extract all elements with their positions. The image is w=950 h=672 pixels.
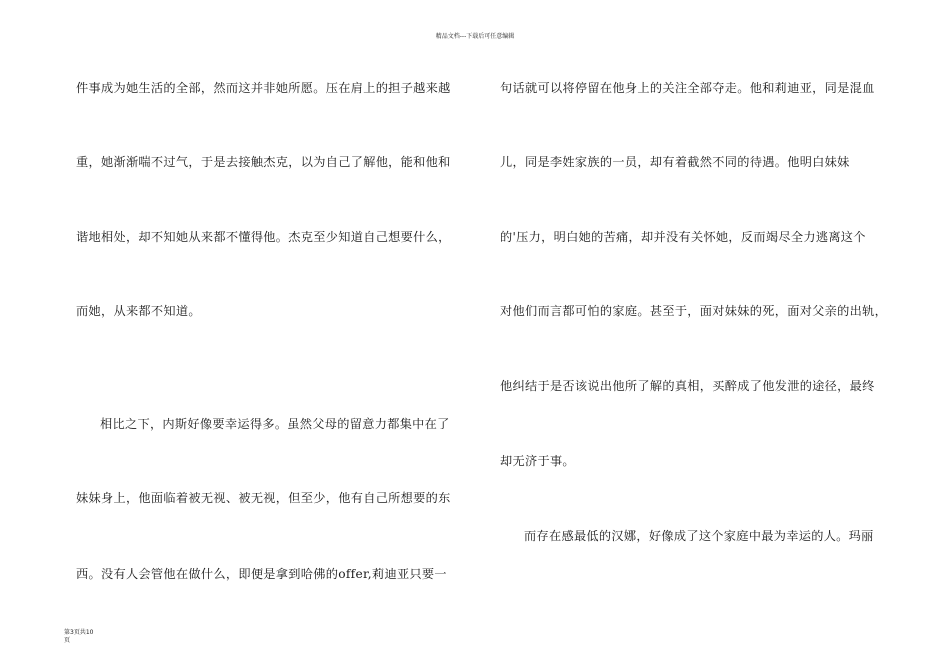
paragraph-start-line: 相比之下，内斯好像要幸运得多。虽然父母的留意力都集中在了 bbox=[100, 417, 450, 431]
page-number bbox=[64, 629, 93, 645]
paragraph-start-line: 而存在感最低的汉娜，好像成了这个家庭中最为幸运的人。玛丽 bbox=[524, 529, 874, 543]
text-line: 重，她渐渐喘不过气，于是去接触杰克，以为自己了解他，能和他和 bbox=[76, 155, 451, 169]
text-line: 而她，从来都不知道。 bbox=[76, 304, 201, 318]
text-line: 却无济于事。 bbox=[500, 454, 575, 468]
text-line: 他纠结于是否该说出他所了解的真相，买醉成了他发泄的途径，最终 bbox=[500, 379, 875, 393]
text-line: 谐地相处，却不知她从来都不懂得他。杰克至少知道自己想要什么， bbox=[76, 230, 451, 244]
text-line: 句话就可以将停留在他身上的关注全部夺走。他和莉迪亚，同是混血 bbox=[500, 81, 875, 95]
text-line: 西。没有人会管他在做什么，即便是拿到哈佛的offer,莉迪亚只要一 bbox=[76, 567, 447, 581]
text-line: 妹妹身上，他面临着被无视、被无视，但至少，他有自己所想要的东 bbox=[76, 491, 451, 505]
text-line: 儿，同是李姓家族的一员，却有着截然不同的待遇。他明白妹妹 bbox=[500, 155, 850, 169]
page-header: 精品文档---下载后可任意编辑 bbox=[435, 33, 515, 40]
page-number-line: 第3页共10 bbox=[64, 629, 94, 636]
text-line: 的'压力，明白她的苦痛，却并没有关怀她，反而竭尽全力逃离这个 bbox=[500, 230, 866, 244]
page-number-line: 页 bbox=[64, 637, 71, 644]
text-line: 对他们而言都可怕的家庭。甚至于，面对妹妹的死，面对父亲的出轨， bbox=[500, 304, 888, 318]
text-line: 件事成为她生活的全部，然而这并非她所愿。压在肩上的担子越来越 bbox=[76, 81, 451, 95]
